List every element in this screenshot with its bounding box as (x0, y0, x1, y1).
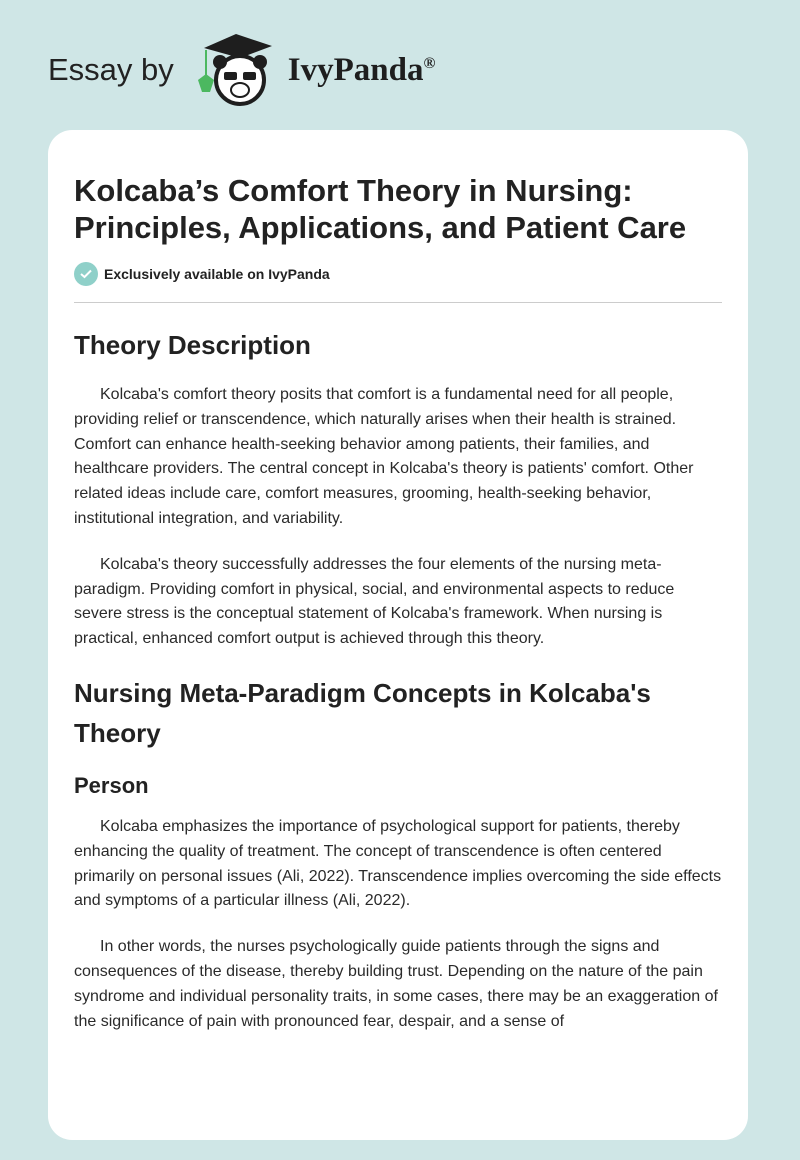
essay-card (48, 130, 748, 1140)
brand-name: IvyPanda® (287, 51, 436, 88)
essay-by-label: Essay by (48, 52, 174, 87)
exclusive-badge (74, 262, 722, 286)
page-title: Kolcaba’s Comfort Theory in Nursing: Principles, Applications, and Patient Care (74, 173, 687, 245)
paragraph: Kolcaba emphasizes the importance of psychological support for patients, thereby enhancing the quality of treatment. The concept of transcendence is often centered primarily on personal issues (Ali, 2022). Transcendence implies overcoming the side effects and symptoms of a particular illness (Ali, 2022). (74, 817, 722, 910)
check-icon (74, 262, 98, 286)
panda-logo-icon[interactable] (194, 30, 278, 110)
paragraph: Kolcaba's theory successfully addresses the four elements of the nursing meta-paradigm. Providing comfort in physical, social, and environmental aspects to reduce severe stress is the conceptual statement of Kolcaba's framework. When nursing is practical, enhanced comfort output is achieved through this theory. (74, 555, 675, 648)
paragraph: In other words, the nurses psychologically guide patients through the signs and consequences of the disease, thereby building trust. Depending on the nature of the pain syndrome and individual personality traits, in some cases, there may be an exaggeration of the significance of pain with pronounced fear, despair, and a sense of (74, 938, 718, 1030)
section-heading: Theory Description (74, 330, 311, 360)
site-header (48, 30, 435, 110)
badge-label: Exclusively available on IvyPanda (104, 266, 330, 282)
section-heading: Nursing Meta-Paradigm Concepts in Kolcaba's Theory (74, 677, 651, 748)
paragraph: Kolcaba's comfort theory posits that comfort is a fundamental need for all people, providing relief or transcendence, which naturally arises when their health is strained. Comfort can enhance health-seeking behavior among patients, their families, and healthcare providers. The central concept in Kolcaba's theory is patients' comfort. Other related ideas include care, comfort measures, grooming, health-seeking behavior, institutional integration, and variability. (74, 386, 694, 527)
subsection-heading: Person (74, 772, 149, 798)
divider (74, 302, 722, 303)
